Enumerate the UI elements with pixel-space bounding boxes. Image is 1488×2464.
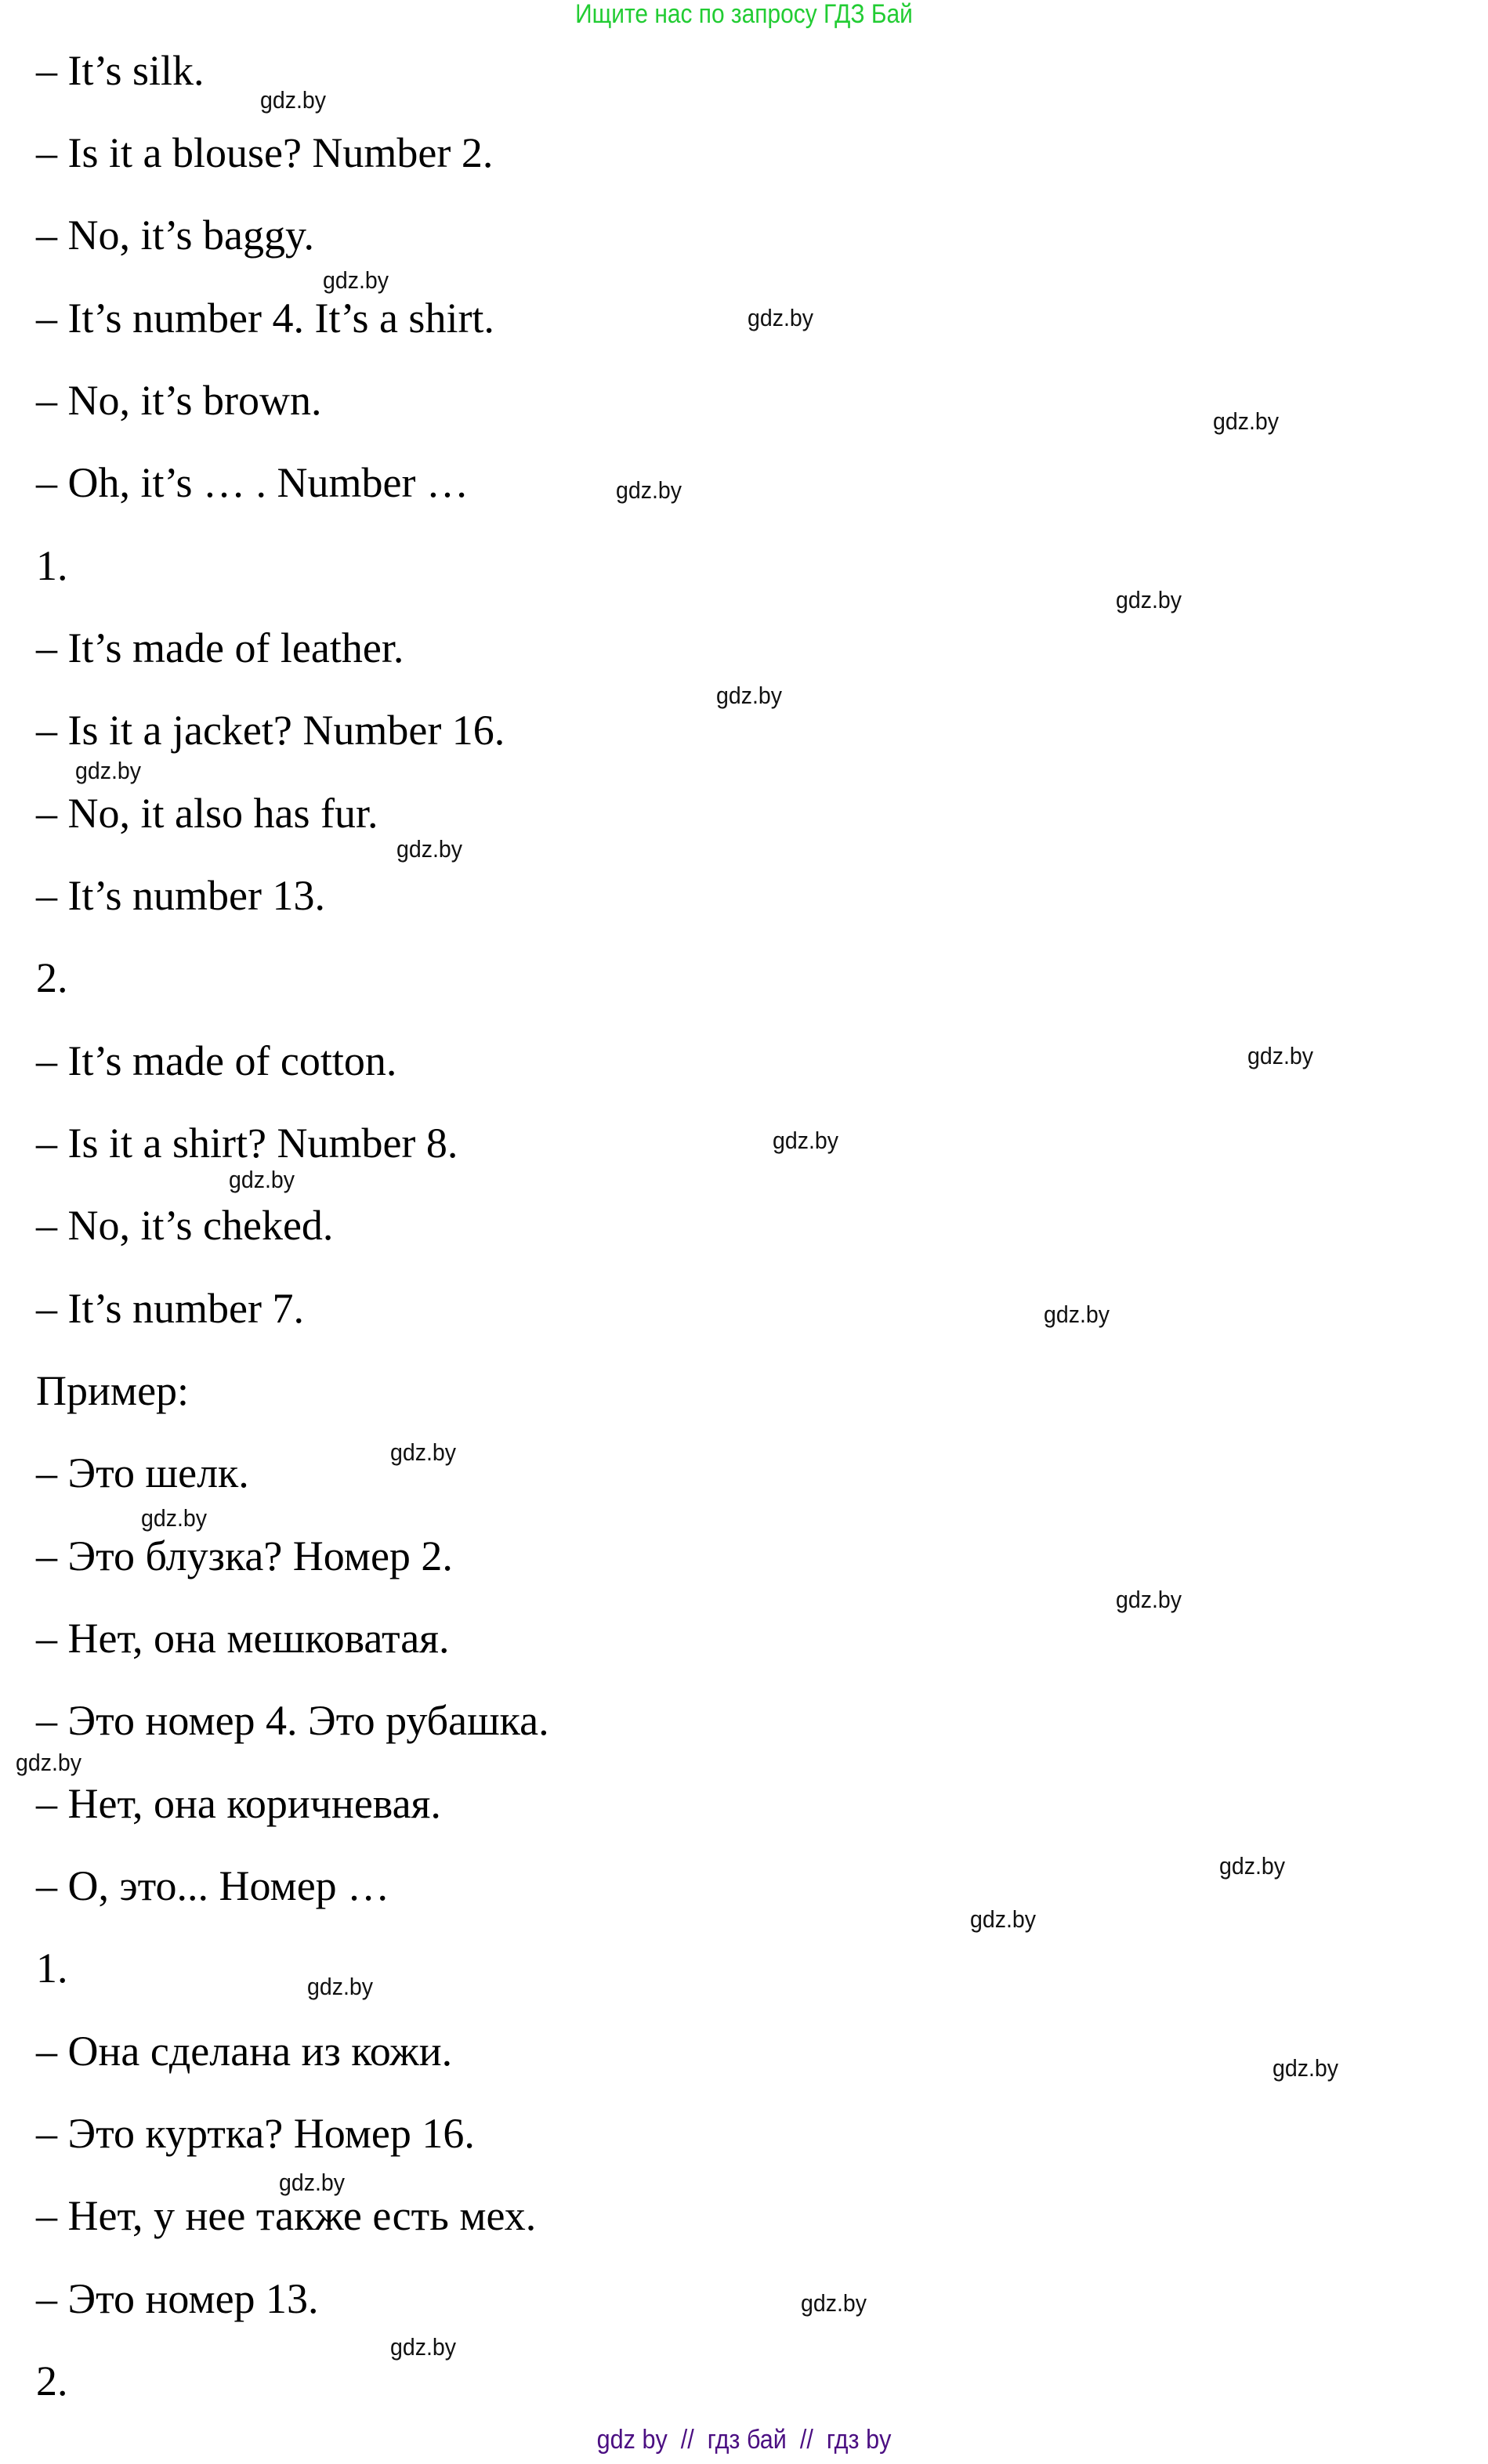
watermark-text: gdz.by (259, 86, 327, 114)
watermark-text: gdz.by (15, 1749, 82, 1776)
watermark-text: gdz.by (278, 2169, 346, 2196)
dialogue-line: – Это номер 4. Это рубашка. (36, 1697, 549, 1744)
section-number: 1. (36, 1945, 68, 1992)
dialogue-line: – Она сделана из кожи. (36, 2028, 453, 2075)
dialogue-line: – О, это... Номер … (36, 1862, 390, 1909)
dialogue-line: – It’s number 4. It’s a shirt. (36, 295, 494, 342)
dialogue-line: – No, it also has fur. (36, 790, 378, 837)
dialogue-line: – Это шелк. (36, 1449, 249, 1496)
search-hint-banner: Ищите нас по запросу ГДЗ Бай (575, 0, 913, 29)
dialogue-line: – It’s made of leather. (36, 624, 404, 671)
watermark-text: gdz.by (389, 1438, 457, 1466)
dialogue-line: – It’s number 7. (36, 1285, 304, 1332)
watermark-text: gdz.by (1043, 1301, 1110, 1328)
watermark-text: gdz.by (140, 1504, 208, 1532)
watermark-text: gdz.by (389, 2333, 457, 2361)
dialogue-line: – Oh, it’s … . Number … (36, 459, 469, 506)
watermark-text: gdz.by (396, 835, 463, 863)
dialogue-line: – No, it’s cheked. (36, 1202, 334, 1249)
dialogue-line: – It’s made of cotton. (36, 1037, 397, 1084)
dialogue-line: – It’s number 13. (36, 872, 325, 919)
dialogue-line: – No, it’s brown. (36, 377, 322, 424)
watermark-text: gdz.by (800, 2289, 867, 2317)
watermark-text: gdz.by (306, 1973, 374, 2000)
dialogue-line: – Это куртка? Номер 16. (36, 2110, 475, 2157)
dialogue-line: – Это блузка? Номер 2. (36, 1532, 453, 1579)
watermark-text: gdz.by (1212, 407, 1280, 435)
watermark-text: gdz.by (1115, 1586, 1182, 1613)
dialogue-line: – Это номер 13. (36, 2275, 319, 2322)
watermark-text: gdz.by (1218, 1852, 1286, 1880)
watermark-text: gdz.by (747, 304, 814, 331)
watermark-text: gdz.by (615, 476, 682, 504)
dialogue-line: – Нет, она мешковатая. (36, 1615, 450, 1662)
dialogue-line: – It’s silk. (36, 47, 205, 94)
watermark-text: gdz.by (772, 1127, 839, 1154)
watermark-text: gdz.by (1247, 1042, 1314, 1069)
watermark-text: gdz.by (1272, 2054, 1339, 2082)
watermark-text: gdz.by (322, 266, 389, 294)
dialogue-line: – No, it’s baggy. (36, 212, 314, 259)
dialogue-line: – Нет, она коричневая. (36, 1780, 441, 1827)
watermark-text: gdz.by (715, 682, 783, 709)
watermark-text: gdz.by (969, 1905, 1037, 1933)
watermark-text: gdz.by (74, 757, 142, 784)
section-number: 2. (36, 954, 68, 1001)
section-number: 1. (36, 542, 68, 589)
watermark-text: gdz.by (1115, 586, 1182, 613)
footer-banner: gdz by // гдз бай // гдз by (596, 2425, 892, 2455)
section-number: 2. (36, 2357, 68, 2404)
dialogue-line: – Is it a shirt? Number 8. (36, 1120, 458, 1167)
watermark-text: gdz.by (228, 1166, 295, 1193)
dialogue-line: – Is it a blouse? Number 2. (36, 129, 494, 176)
example-heading: Пример: (36, 1367, 190, 1414)
dialogue-line: – Нет, у нее также есть мех. (36, 2192, 537, 2239)
dialogue-line: – Is it a jacket? Number 16. (36, 707, 505, 754)
